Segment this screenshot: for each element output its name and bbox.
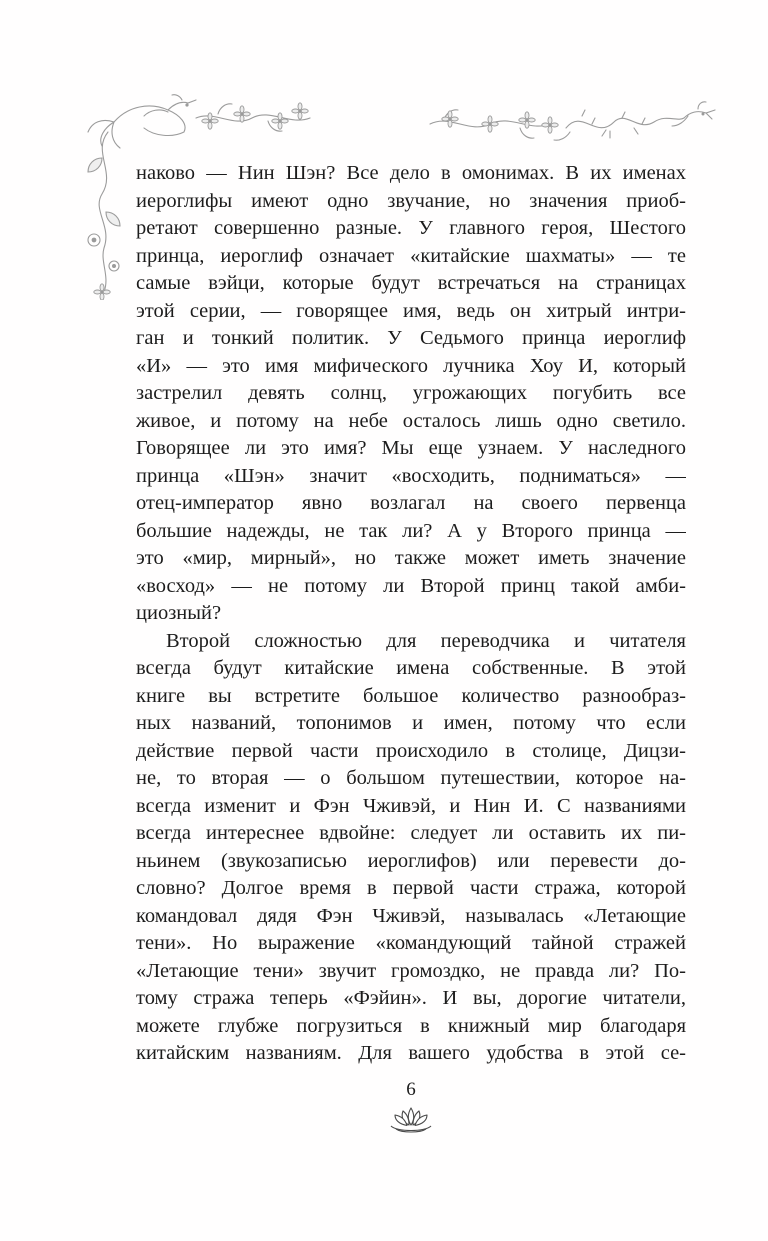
lotus-ornament-wrap <box>136 1106 686 1139</box>
paragraph <box>136 628 686 1068</box>
phoenix-floral-ornament <box>84 88 314 155</box>
text-line: не, то вторая — о большом путешествии, которое на- <box>136 767 686 789</box>
text-line: ган и тонкий политик. У Седьмого принца иероглиф <box>136 327 686 349</box>
text-line: Второй сложностью для переводчика и читателя <box>166 629 686 652</box>
text-line: книге вы встретите большое количество разнообраз- <box>136 684 686 707</box>
text-line: словно? Долгое время в первой части стража, которой <box>136 877 686 899</box>
dragon-floral-ornament <box>426 92 721 159</box>
text-line: это «мир, мирный», но также может иметь значение <box>136 547 686 569</box>
text-line: китайским названиям. Для вашего удобства в этой се- <box>136 1042 686 1064</box>
text-line: циозный? <box>136 602 222 624</box>
text-line: принца, иероглиф означает «китайские шахматы» — те <box>136 244 686 267</box>
text-line: всегда интереснее вдвойне: следует ли оставить их пи- <box>136 822 686 844</box>
text-line: принца «Шэн» значит «восходить, подниматься» — <box>136 464 686 487</box>
text-line: большие надежды, не так ли? А у Второго принца — <box>136 519 686 542</box>
text-line: тени». Но выражение «командующий тайной стражей <box>136 932 686 954</box>
text-line: «И» — это имя мифического лучника Хоу И, который <box>136 354 686 377</box>
text-line: иероглифы имеют одно звучание, но значения приоб- <box>136 189 686 212</box>
paragraph <box>136 160 686 628</box>
lotus-icon <box>388 1106 434 1134</box>
text-line: «восход» — не потому ли Второй принц такой амби- <box>136 574 686 597</box>
text-line: ретают совершенно разные. У главного героя, Шестого <box>136 217 686 239</box>
text-line: тому стража теперь «Фэйин». И вы, дорогие читатели, <box>136 987 686 1009</box>
text-line: всегда будут китайские имена собственные. В этой <box>136 657 686 679</box>
text-line: всегда изменит и Фэн Чживэй, и Нин И. С названиями <box>136 794 686 817</box>
text-line: наково — Нин Шэн? Все дело в омонимах. В их именах <box>136 162 686 184</box>
text-line: ных названий, топонимов и имен, потому что если <box>136 712 686 734</box>
text-line: ньинем (звукозаписью иероглифов) или перевести до- <box>136 849 686 872</box>
text-line: самые вэйци, которые будут встречаться на страницах <box>136 272 686 294</box>
text-line: Говорящее ли это имя? Мы еще узнаем. У наследного <box>136 437 686 459</box>
page-number: 6 <box>406 1079 416 1100</box>
floral-feather-border-ornament <box>78 128 130 305</box>
page-text-block <box>136 160 686 1068</box>
text-line: можете глубже погрузиться в книжный мир благодаря <box>136 1014 686 1037</box>
text-line: командовал дядя Фэн Чживэй, называлась «Летающие <box>136 904 686 927</box>
text-line: застрелил девять солнц, угрожающих погубить все <box>136 382 686 404</box>
text-line: этой серии, — говорящее имя, ведь он хитрый интри- <box>136 299 686 322</box>
text-line: «Летающие тени» звучит громоздко, не правда ли? По- <box>136 959 686 982</box>
text-line: отец-император явно возлагал на своего первенца <box>136 492 686 514</box>
text-line: живое, и потому на небе осталось лишь одно светило. <box>136 409 686 432</box>
page-footer <box>136 1078 686 1102</box>
text-line: действие первой части происходило в столице, Дицзи- <box>136 739 686 762</box>
